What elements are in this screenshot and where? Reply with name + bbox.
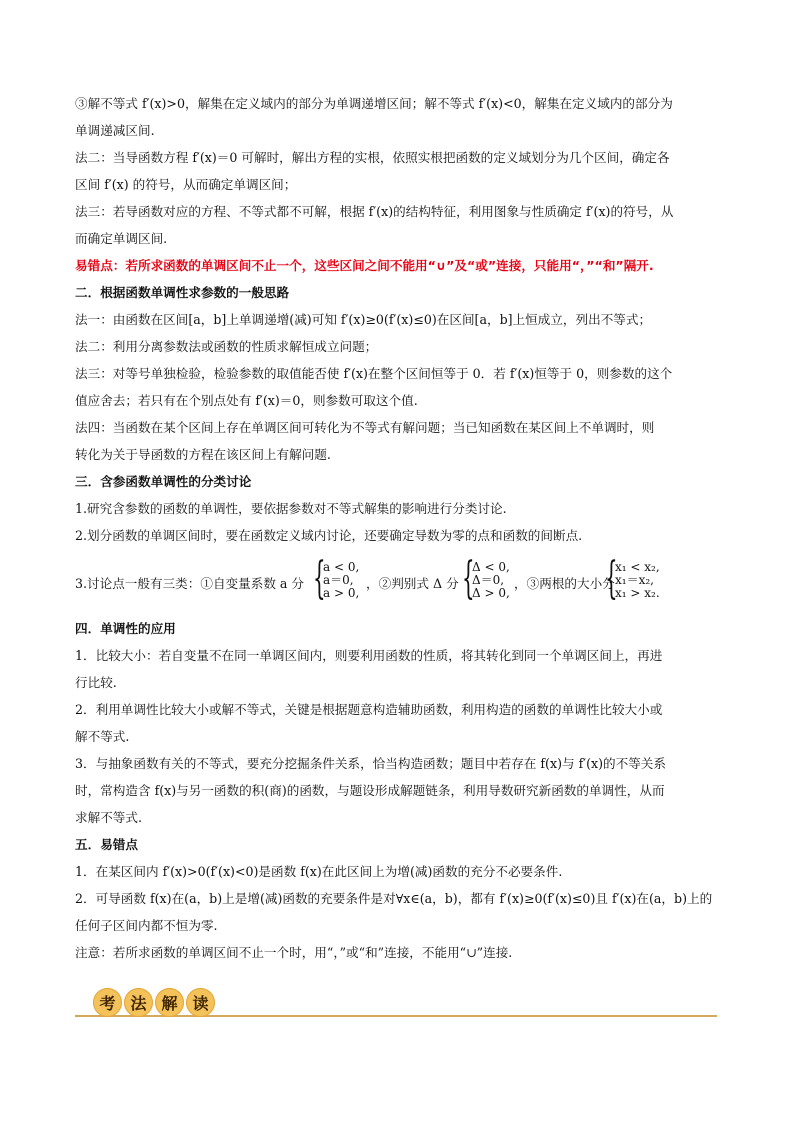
section-heading-2: 二．根据函数单调性求参数的一般思路 — [75, 285, 290, 300]
banner-char: 读 — [186, 988, 215, 1017]
classification-mid-2: ，②判别式 Δ 分 — [366, 576, 459, 591]
classification-lead: 3.讨论点一般有三类：①自变量系数 a 分 — [75, 576, 305, 591]
text-line: 而确定单调区间. — [75, 231, 168, 246]
text-line: 值应舍去；若只有在个别点处有 f′(x)＝0，则参数可取这个值. — [75, 393, 418, 408]
case-item: a＝0, — [323, 573, 354, 587]
section-heading-3: 三．含参函数单调性的分类讨论 — [75, 474, 252, 489]
text-line: 单调递减区间. — [75, 123, 155, 138]
warning-note: 易错点：若所求函数的单调区间不止一个，这些区间之间不能用“∪”及“或”连接，只能用“，”“和”隔开. — [75, 258, 654, 273]
text-line: 2．利用单调性比较大小或解不等式，关键是根据题意构造辅助函数，利用构造的函数的单调性比较大小或 — [75, 702, 663, 717]
case-item: x₁ > x₂. — [615, 586, 660, 600]
case-item: a > 0, — [323, 586, 360, 600]
text-line: 1．在某区间内 f′(x)>0(f′(x)<0)是函数 f(x)在此区间上为增(减)函数的充分不必要条件. — [75, 864, 563, 879]
left-brace: { — [462, 553, 475, 604]
banner-badges — [93, 988, 215, 1017]
case-item: x₁＝x₂, — [615, 573, 654, 587]
text-line: 2.划分函数的单调区间时，要在函数定义域内讨论，还要确定导数为零的点和函数的间断点. — [75, 528, 583, 543]
text-line: 2．可导函数 f(x)在(a，b)上是增(减)函数的充要条件是对∀x∈(a，b)，都有 f′(x)≥0(f′(x)≤0)且 f′(x)在(a，b)上的 — [75, 891, 713, 906]
text-line: ③解不等式 f′(x)>0，解集在定义域内的部分为单调递增区间；解不等式 f′(x)<0，解集在定义域内的部分为 — [75, 96, 673, 111]
text-line: 法二：利用分离参数法或函数的性质求解恒成立问题； — [75, 339, 378, 354]
classification-mid-3: ，③两根的大小分 — [514, 576, 615, 591]
text-line: 1．比较大小：若自变量不在同一单调区间内，则要利用函数的性质，将其转化到同一个单调区间上，再进 — [75, 648, 663, 663]
section-banner — [75, 988, 717, 1020]
case-item: Δ＝0, — [472, 573, 505, 587]
left-brace: { — [605, 553, 618, 604]
case-list-coefficient — [323, 561, 359, 600]
section-heading-4: 四．单调性的应用 — [75, 621, 176, 636]
text-line: 行比较. — [75, 675, 117, 690]
text-line: 法三：对等号单独检验，检验参数的取值能否使 f′(x)在整个区间恒等于 0．若 f′(x)恒等于 0，则参数的这个 — [75, 366, 673, 381]
case-item: x₁ < x₂, — [615, 560, 660, 574]
text-line: 求解不等式. — [75, 810, 142, 825]
case-item: Δ > 0, — [472, 586, 510, 600]
text-line: 转化为关于导函数的方程在该区间上有解问题. — [75, 447, 331, 462]
text-line: 1.研究含参数的函数的单调性，要依据参数对不等式解集的影响进行分类讨论. — [75, 501, 507, 516]
section-heading-5: 五．易错点 — [75, 837, 138, 852]
banner-char: 考 — [93, 988, 122, 1017]
text-line: 解不等式. — [75, 729, 130, 744]
text-line: 法四：当函数在某个区间上存在单调区间可转化为不等式有解问题；当已知函数在某区间上不单调时，则 — [75, 420, 655, 435]
text-line: 任何子区间内都不恒为零. — [75, 918, 218, 933]
case-item: Δ < 0, — [472, 560, 510, 574]
banner-char: 解 — [155, 988, 184, 1017]
case-item: a < 0, — [323, 560, 360, 574]
case-list-roots — [615, 561, 660, 600]
text-line: 法三：若导函数对应的方程、不等式都不可解，根据 f′(x)的结构特征，利用图象与性质确定 f′(x)的符号，从 — [75, 204, 674, 219]
text-line: 时，常构造含 f(x)与另一函数的积(商)的函数，与题设形成解题链条，利用导数研究新函数的单调性，从而 — [75, 783, 665, 798]
text-line: 注意：若所求函数的单调区间不止一个时，用“，”或“和”连接，不能用“∪”连接. — [75, 945, 513, 960]
left-brace: { — [313, 553, 326, 604]
text-line: 法二：当导函数方程 f′(x)＝0 可解时，解出方程的实根，依照实根把函数的定义域划分为几个区间，确定各 — [75, 150, 670, 165]
text-line: 3．与抽象函数有关的不等式，要充分挖掘条件关系，恰当构造函数；题目中若存在 f(x)与 f′(x)的不等关系 — [75, 756, 666, 771]
text-line: 区间 f′(x) 的符号，从而确定单调区间； — [75, 177, 297, 192]
banner-char: 法 — [124, 988, 153, 1017]
case-list-discriminant — [472, 561, 510, 600]
text-line: 法一：由函数在区间[a，b]上单调递增(减)可知 f′(x)≥0(f′(x)≤0)在区间[a，b]上恒成立，列出不等式； — [75, 312, 652, 327]
